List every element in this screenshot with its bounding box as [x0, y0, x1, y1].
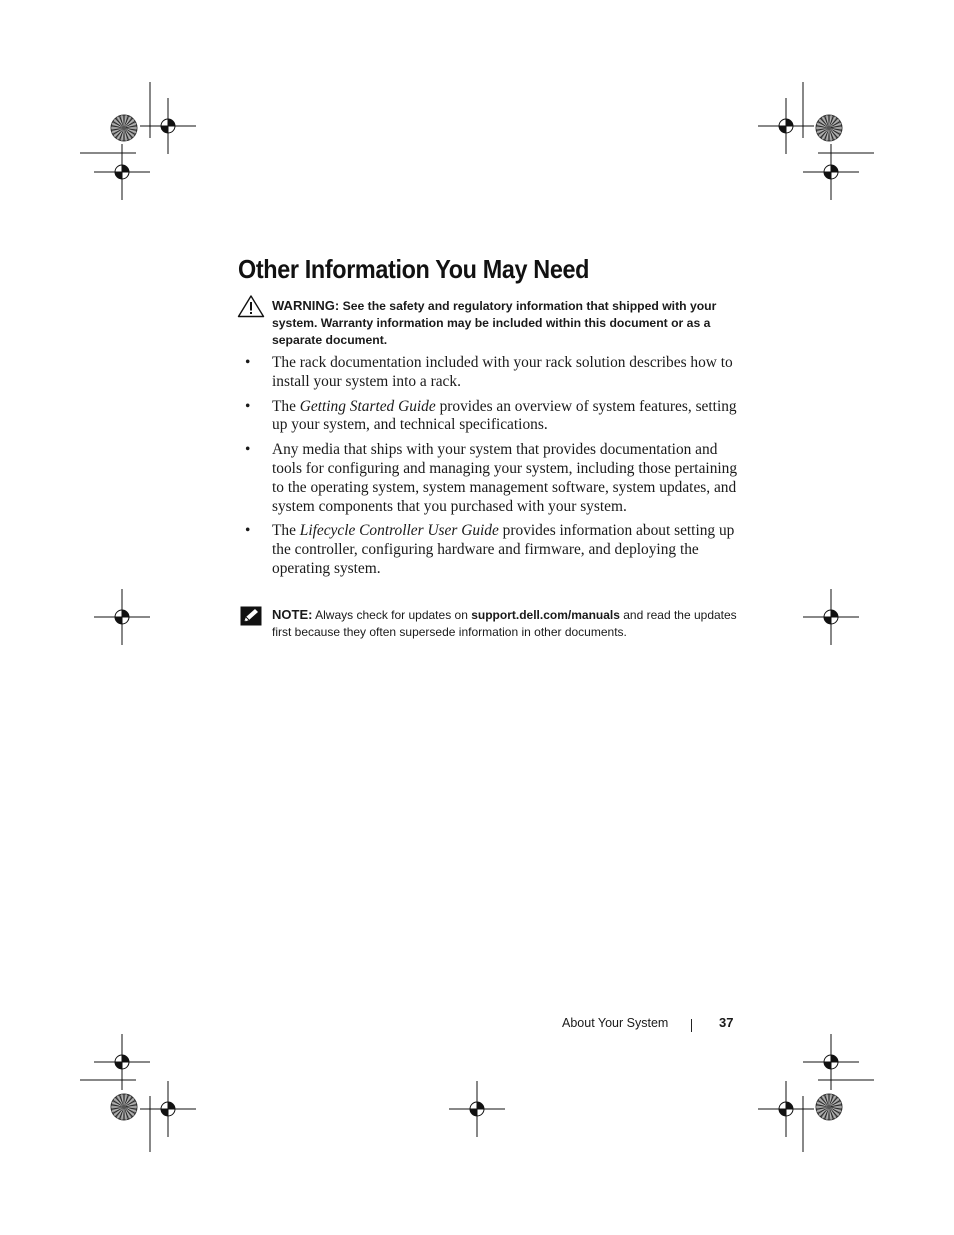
list-item	[245, 441, 745, 516]
registration-target	[758, 98, 814, 154]
star-target	[111, 115, 137, 141]
star-target	[816, 115, 842, 141]
list-item-text: Any media that ships with your system that provides documentation and tools for configuring and managing your system, including those pertaining to the operating system, system management software, system updates, and system components that you purchased with your system.	[272, 441, 738, 515]
page-number: 37	[719, 1015, 734, 1030]
list-item	[245, 398, 745, 436]
list-item-text: provides an overview of system features, setting up your system, and technical specifications.	[272, 397, 737, 434]
bullet-symbol: •	[245, 441, 251, 459]
bullet-list	[245, 354, 745, 585]
warning-callout	[272, 297, 742, 349]
note-label: NOTE:	[272, 607, 313, 622]
note-text: and read the updates first because they often supersede information in other documents.	[272, 608, 737, 639]
registration-target	[803, 589, 859, 645]
document-title: Getting Started Guide	[299, 397, 436, 415]
registration-target	[803, 1034, 859, 1090]
warning-label: WARNING:	[272, 298, 340, 313]
list-item	[245, 522, 745, 578]
warning-triangle-icon	[237, 294, 265, 318]
support-link[interactable]: support.dell.com/manuals	[471, 608, 620, 622]
list-item-text: The	[272, 397, 300, 415]
star-target	[111, 1094, 137, 1120]
registration-target	[449, 1081, 505, 1137]
note-callout	[272, 606, 742, 641]
registration-target	[94, 1034, 150, 1090]
note-pencil-icon	[240, 606, 262, 626]
bullet-symbol: •	[245, 522, 251, 540]
list-item-text: The rack documentation included with your rack solution describes how to install your system into a rack.	[272, 354, 733, 390]
registration-target	[140, 98, 196, 154]
registration-target	[758, 1081, 814, 1137]
footer-divider	[691, 1019, 692, 1032]
registration-target	[803, 144, 859, 200]
registration-target	[140, 1081, 196, 1137]
document-title: Lifecycle Controller User Guide	[299, 522, 499, 540]
bullet-symbol: •	[245, 354, 251, 371]
list-item	[245, 354, 745, 392]
warning-text: See the safety and regulatory information that shipped with your system. Warranty information may be included within this document or as a separate document.	[272, 299, 717, 347]
list-item-text: provides information about setting up the controller, configuring hardware and firmware, and deploying the operating system.	[272, 522, 735, 577]
star-target	[816, 1094, 842, 1120]
page-title: Other Information You May Need	[238, 254, 590, 284]
note-text: Always check for updates on	[312, 608, 472, 622]
footer-section-title: About Your System	[562, 1016, 669, 1030]
registration-target	[94, 589, 150, 645]
list-item-text: The	[272, 522, 300, 540]
bullet-symbol: •	[245, 397, 251, 415]
registration-target	[94, 144, 150, 200]
